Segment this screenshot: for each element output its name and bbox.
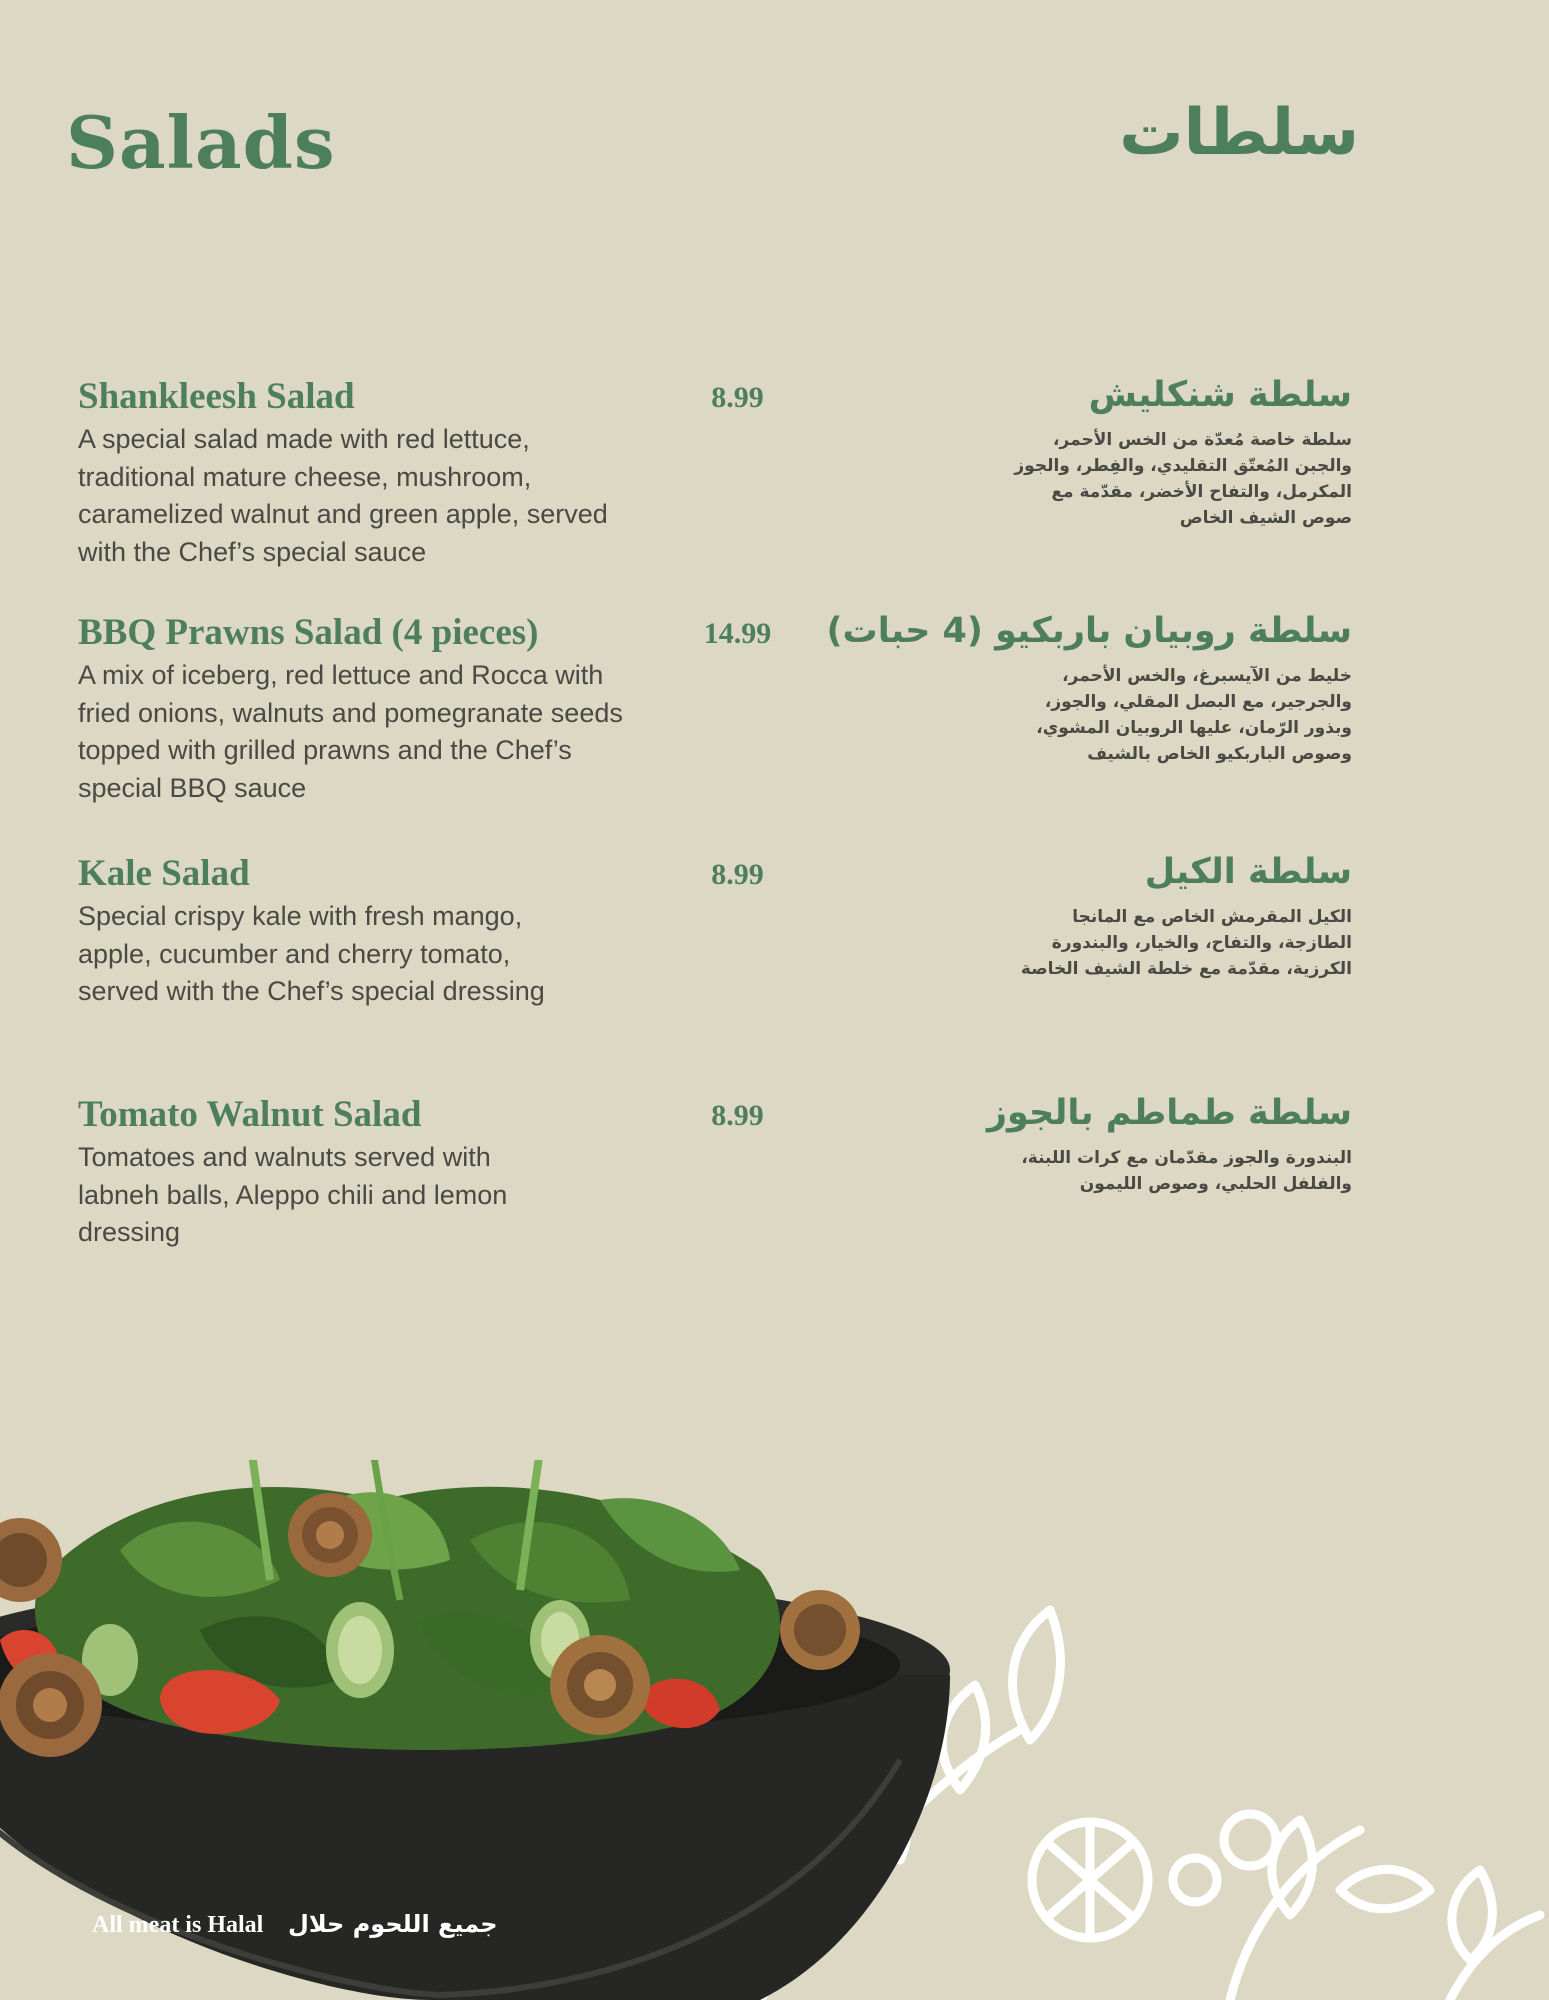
item-name-arabic: سلطة طماطم بالجوز bbox=[986, 1093, 1352, 1133]
item-description-arabic: سلطة خاصة مُعدّة من الخس الأحمر، والجبن المُعتّق التقليدي، والفِطر، والجوز المكرمل، والتفاح الأخضر، مقدّمة مع صوص الشيف الخاص bbox=[1014, 430, 1352, 528]
item-description-arabic: البندورة والجوز مقدّمان مع كرات اللبنة، والفلفل الحلبي، وصوص الليمون bbox=[1021, 1148, 1352, 1194]
page-title: Salads bbox=[66, 100, 336, 185]
item-price: 14.99 bbox=[703, 617, 772, 650]
item-description-arabic: الكيل المقرمش الخاص مع المانجا الطازجة، والتفاح، والخيار، والبندورة الكرزية، مقدّمة مع خلطة الشيف الخاصة bbox=[1020, 907, 1352, 979]
item-name-arabic: سلطة روبيان باربكيو (4 حبات) bbox=[826, 611, 1352, 651]
item-description: A special salad made with red lettuce, traditional mature cheese, mushroom, caramelized walnut and green apple, served with the Chef’s special sauce bbox=[78, 424, 608, 567]
item-price: 8.99 bbox=[711, 381, 764, 414]
item-price: 8.99 bbox=[711, 858, 764, 891]
item-name-arabic: سلطة شنكليش bbox=[1088, 375, 1352, 415]
page-title-arabic: سلطات bbox=[1119, 96, 1359, 170]
halal-notice bbox=[92, 1910, 498, 1939]
item-name: BBQ Prawns Salad (4 pieces) bbox=[78, 612, 539, 653]
item-name-arabic: سلطة الكيل bbox=[1144, 852, 1352, 892]
item-name: Tomato Walnut Salad bbox=[78, 1094, 422, 1135]
item-description: Special crispy kale with fresh mango, apple, cucumber and cherry tomato, served with the Chef’s special dressing bbox=[78, 901, 545, 1006]
item-description: A mix of iceberg, red lettuce and Rocca with fried onions, walnuts and pomegranate seeds topped with grilled prawns and the Chef’s special BBQ sauce bbox=[78, 660, 623, 803]
item-name: Shankleesh Salad bbox=[78, 376, 355, 417]
item-price: 8.99 bbox=[711, 1099, 764, 1132]
item-description: Tomatoes and walnuts served with labneh balls, Aleppo chili and lemon dressing bbox=[78, 1142, 508, 1247]
item-name: Kale Salad bbox=[78, 853, 250, 894]
item-description-arabic: خليط من الآيسبرغ، والخس الأحمر، والجرجير، مع البصل المقلي، والجوز، وبذور الرّمان، عليها الروبيان المشوي، وصوص الباربكيو الخاص بالشيف bbox=[1036, 666, 1352, 764]
halal-text-arabic: جميع اللحوم حلال bbox=[288, 1910, 498, 1938]
halal-text: All meat is Halal bbox=[92, 1912, 264, 1938]
